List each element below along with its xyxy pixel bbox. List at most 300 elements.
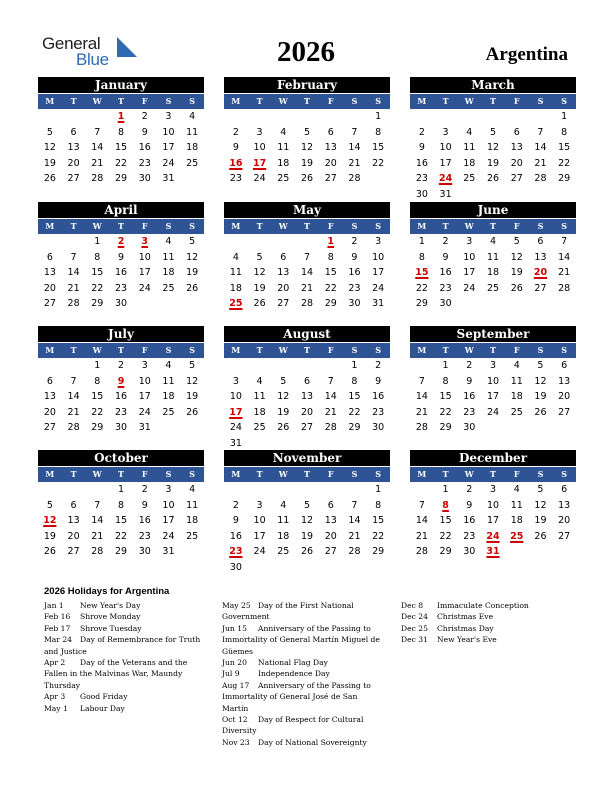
day-cell: 4 [489, 236, 497, 247]
weekday-header [410, 219, 576, 234]
week-row [224, 436, 390, 452]
day-cell: 12 [300, 142, 314, 153]
empty-day-cell [481, 420, 505, 436]
week-row [224, 358, 390, 374]
day-cell: 7 [418, 499, 425, 511]
holiday-date: Jul 9 [222, 669, 240, 679]
day-cell: 22 [372, 157, 385, 169]
day-cell: 1 [117, 484, 125, 495]
month-title: September [410, 326, 576, 342]
day-cell: 1 [561, 111, 568, 122]
weekday-label: T [304, 96, 310, 106]
day-cell: 29 [372, 546, 385, 557]
weekday-label: W [278, 469, 288, 479]
empty-day-cell [366, 436, 390, 452]
day-cell: 22 [558, 157, 571, 169]
empty-day-cell [319, 109, 343, 125]
day-cell: 7 [94, 126, 101, 138]
weekday-label: W [92, 221, 102, 231]
day-cell: 15 [439, 515, 452, 526]
day-cell: 8 [375, 499, 382, 511]
day-cell: 18 [253, 406, 266, 418]
weekday-label: S [375, 221, 382, 231]
weekday-label: T [70, 221, 77, 231]
day-cell: 23 [372, 406, 385, 418]
holiday-date: Jun 20 [222, 658, 247, 668]
day-cell: 21 [415, 530, 428, 542]
day-cell: 19 [43, 157, 56, 169]
holiday-name: Anniversary of the Passing to Immortality of General José de San Martín [222, 680, 371, 713]
empty-day-cell [85, 109, 109, 125]
weekday-label: S [537, 96, 544, 106]
week-row [224, 125, 390, 141]
day-cell: 8 [442, 375, 449, 387]
day-cell: 6 [46, 375, 53, 387]
day-cell: 23 [114, 406, 128, 418]
country-name: Argentina [485, 44, 568, 65]
empty-day-cell [248, 560, 272, 576]
day-cell: 13 [324, 515, 337, 526]
weekday-label: T [70, 96, 77, 106]
weekday-label: S [537, 345, 544, 355]
day-cell: 5 [537, 484, 544, 495]
holiday-date: Aug 17 [222, 680, 250, 690]
day-cell: 20 [67, 530, 80, 542]
week-row [38, 250, 204, 266]
empty-day-cell [295, 482, 319, 498]
holidays-heading: 2026 Holidays for Argentina [44, 586, 170, 597]
weekday-label: F [327, 469, 334, 479]
holiday-name: Independence Day [258, 669, 330, 679]
day-cell: 28 [91, 546, 104, 557]
day-cell: 29 [114, 546, 128, 557]
day-cell: 27 [558, 530, 571, 542]
weekday-label: S [351, 96, 358, 106]
day-cell: 31 [162, 173, 175, 184]
day-cell: 12 [43, 142, 56, 153]
day-cell: 7 [70, 375, 77, 387]
weekday-label: S [189, 96, 196, 106]
holiday-name: Day of Respect for Cultural Diversity [222, 715, 364, 736]
day-cell: 1 [418, 236, 425, 247]
day-cell: 22 [91, 406, 104, 418]
day-cell: 29 [324, 298, 337, 309]
weekday-label: M [231, 469, 241, 479]
day-cell: 2 [351, 236, 358, 247]
holiday-day-cell: 9 [117, 375, 125, 387]
empty-day-cell [271, 560, 295, 576]
weekday-label: W [278, 96, 288, 106]
day-cell: 21 [534, 157, 547, 169]
day-cell: 16 [229, 530, 242, 542]
day-cell: 18 [229, 282, 242, 294]
empty-day-cell [529, 109, 553, 125]
month-title: March [410, 77, 576, 93]
day-cell: 2 [141, 484, 148, 495]
day-cell: 30 [463, 422, 476, 433]
day-cell: 10 [253, 515, 266, 526]
holiday-list-item [222, 600, 382, 623]
weekday-label: M [417, 469, 427, 479]
day-cell: 20 [324, 157, 337, 169]
holiday-list-item [44, 611, 204, 622]
day-cell: 13 [510, 142, 523, 153]
empty-day-cell [62, 358, 86, 374]
day-cell: 13 [277, 267, 290, 278]
month-title: April [38, 202, 204, 218]
holiday-name: Christmas Eve [437, 612, 494, 622]
holiday-list-item [44, 634, 204, 657]
holiday-list-item [44, 600, 204, 611]
weekday-label: F [513, 345, 520, 355]
weekday-label: S [561, 345, 568, 355]
holiday-day-cell: 1 [117, 111, 125, 122]
empty-day-cell [248, 234, 272, 250]
day-cell: 18 [162, 391, 175, 402]
weekday-header [224, 343, 390, 358]
day-cell: 20 [558, 391, 571, 402]
weekday-label: T [304, 469, 310, 479]
weekday-label: M [45, 469, 55, 479]
week-row [38, 529, 204, 545]
day-cell: 27 [510, 173, 523, 184]
week-row [224, 281, 390, 297]
week-row [410, 156, 576, 172]
holiday-day-cell: 25 [229, 298, 243, 309]
weekday-header [38, 467, 204, 482]
holiday-name: Good Friday [80, 692, 128, 702]
day-cell: 30 [138, 173, 151, 184]
day-cell: 22 [324, 282, 337, 294]
day-cell: 10 [253, 142, 266, 153]
day-cell: 8 [94, 375, 101, 387]
day-cell: 18 [277, 157, 290, 169]
day-cell: 11 [486, 251, 500, 263]
week-row [410, 125, 576, 141]
day-cell: 24 [162, 157, 175, 169]
weekday-label: T [118, 96, 124, 106]
weekday-label: M [417, 221, 427, 231]
week-row [224, 374, 390, 390]
day-cell: 11 [510, 375, 523, 387]
month-december [410, 450, 576, 560]
day-cell: 22 [348, 406, 361, 418]
empty-day-cell [319, 358, 343, 374]
empty-day-cell [366, 560, 390, 576]
day-cell: 28 [415, 546, 428, 557]
day-cell: 7 [70, 251, 77, 263]
day-cell: 25 [186, 157, 199, 169]
day-cell: 24 [372, 282, 385, 294]
weekday-label: S [351, 345, 358, 355]
day-cell: 9 [466, 499, 473, 511]
week-row [38, 234, 204, 250]
day-cell: 17 [138, 267, 151, 278]
day-cell: 31 [162, 546, 175, 557]
holiday-name: New Year's Eve [437, 635, 497, 645]
holiday-date: Dec 24 [401, 612, 428, 622]
weekday-label: T [304, 221, 310, 231]
day-cell: 1 [351, 360, 358, 371]
day-cell: 23 [138, 157, 151, 169]
week-row [224, 296, 390, 312]
day-cell: 7 [537, 126, 544, 138]
holiday-date: Dec 31 [401, 635, 428, 645]
day-cell: 13 [300, 391, 314, 402]
day-cell: 27 [277, 298, 290, 309]
day-cell: 5 [280, 375, 287, 387]
empty-day-cell [552, 187, 576, 203]
day-cell: 23 [229, 173, 242, 184]
weekday-label: W [92, 345, 102, 355]
weekday-label: T [256, 345, 263, 355]
holiday-date: Apr 2 [44, 658, 66, 668]
day-cell: 10 [463, 251, 476, 263]
day-cell: 5 [303, 126, 311, 138]
day-cell: 22 [372, 530, 385, 542]
empty-day-cell [248, 109, 272, 125]
holiday-date: Oct 12 [222, 715, 248, 725]
weekday-label: T [118, 345, 124, 355]
weekday-label: S [165, 96, 172, 106]
day-cell: 26 [186, 406, 199, 418]
holiday-date: Jun 15 [222, 623, 247, 633]
day-cell: 9 [117, 251, 125, 263]
day-cell: 20 [43, 282, 56, 294]
empty-day-cell [62, 234, 86, 250]
week-row [410, 140, 576, 156]
day-cell: 28 [348, 546, 361, 557]
day-cell: 24 [138, 282, 151, 294]
day-cell: 12 [253, 267, 266, 278]
day-cell: 24 [253, 173, 266, 184]
day-cell: 3 [165, 484, 172, 495]
weekday-label: F [141, 96, 148, 106]
day-cell: 21 [348, 157, 361, 169]
month-title: May [224, 202, 390, 218]
week-row [38, 513, 204, 529]
day-cell: 30 [114, 298, 128, 309]
day-cell: 5 [46, 499, 53, 511]
weekday-header [224, 467, 390, 482]
day-cell: 28 [415, 422, 428, 433]
weekday-label: M [417, 96, 427, 106]
day-cell: 6 [70, 126, 77, 138]
weekday-label: M [45, 221, 55, 231]
day-cell: 8 [94, 251, 101, 263]
day-cell: 20 [558, 515, 571, 526]
day-cell: 21 [300, 282, 314, 294]
day-cell: 2 [466, 484, 473, 495]
week-row [410, 529, 576, 545]
week-row [224, 140, 390, 156]
day-cell: 4 [165, 360, 172, 371]
empty-day-cell [224, 234, 248, 250]
day-cell: 13 [67, 142, 80, 153]
empty-day-cell [38, 234, 62, 250]
day-cell: 6 [280, 251, 287, 263]
day-cell: 16 [415, 157, 428, 169]
day-cell: 31 [229, 437, 242, 449]
logo-general-text: General [42, 34, 101, 53]
empty-day-cell [271, 234, 295, 250]
day-cell: 28 [534, 173, 547, 184]
week-row [410, 234, 576, 250]
day-cell: 13 [324, 142, 337, 153]
empty-day-cell [505, 296, 529, 312]
day-cell: 11 [186, 126, 199, 138]
week-row [38, 296, 204, 312]
day-cell: 12 [186, 251, 199, 263]
day-cell: 29 [91, 298, 104, 309]
day-cell: 13 [558, 499, 571, 511]
day-cell: 23 [114, 282, 128, 294]
week-row [410, 544, 576, 560]
weekday-label: F [513, 469, 520, 479]
day-cell: 5 [513, 236, 520, 247]
holiday-day-cell: 17 [252, 157, 267, 169]
day-cell: 28 [67, 422, 80, 433]
day-cell: 13 [43, 391, 56, 402]
day-cell: 16 [372, 391, 385, 402]
empty-day-cell [157, 296, 181, 312]
day-cell: 26 [43, 173, 56, 184]
day-cell: 31 [439, 188, 452, 200]
holiday-name: Anniversary of the Passing to Immortality of General Martín Miguel de Güemes [222, 623, 380, 656]
week-row [38, 125, 204, 141]
day-cell: 26 [186, 282, 199, 294]
holiday-date: May 1 [44, 703, 68, 713]
empty-day-cell [180, 544, 204, 560]
day-cell: 27 [43, 298, 56, 309]
week-row [410, 389, 576, 405]
holiday-list-item [222, 623, 382, 657]
holiday-date: Dec 25 [401, 623, 428, 633]
weekday-label: F [327, 96, 334, 106]
day-cell: 5 [46, 126, 53, 138]
day-cell: 25 [463, 173, 476, 184]
empty-day-cell [552, 296, 576, 312]
day-cell: 11 [277, 515, 290, 526]
week-row [224, 109, 390, 125]
day-cell: 18 [486, 267, 500, 278]
empty-day-cell [224, 358, 248, 374]
holiday-day-cell: 12 [43, 515, 57, 526]
day-cell: 2 [418, 126, 425, 138]
day-cell: 10 [162, 126, 175, 138]
month-february [224, 77, 390, 187]
empty-day-cell [505, 420, 529, 436]
day-cell: 5 [189, 360, 196, 371]
day-cell: 17 [486, 515, 500, 526]
day-cell: 2 [466, 360, 473, 371]
day-cell: 15 [439, 391, 452, 402]
day-cell: 6 [303, 375, 311, 387]
day-cell: 14 [415, 515, 428, 526]
day-cell: 20 [510, 157, 523, 169]
day-cell: 4 [232, 251, 239, 263]
day-cell: 30 [114, 422, 128, 433]
day-cell: 10 [486, 499, 500, 511]
weekday-label: T [70, 469, 77, 479]
weekday-label: S [537, 469, 544, 479]
day-cell: 25 [253, 422, 266, 433]
day-cell: 7 [351, 499, 358, 511]
day-cell: 7 [351, 126, 358, 138]
holiday-date: Apr 3 [44, 692, 66, 702]
holiday-list-item [44, 623, 204, 634]
empty-day-cell [271, 482, 295, 498]
month-june [410, 202, 576, 312]
day-cell: 27 [67, 173, 80, 184]
empty-day-cell [295, 358, 319, 374]
holiday-name: Day of the First National Government [222, 601, 354, 622]
empty-day-cell [529, 420, 553, 436]
empty-day-cell [295, 109, 319, 125]
holiday-date: Dec 8 [401, 601, 424, 610]
week-row [38, 482, 204, 498]
day-cell: 17 [162, 515, 175, 526]
week-row [224, 482, 390, 498]
day-cell: 15 [91, 391, 104, 402]
holiday-list-item [222, 668, 382, 679]
day-cell: 27 [324, 173, 337, 184]
day-cell: 22 [439, 530, 452, 542]
week-row [38, 140, 204, 156]
day-cell: 5 [256, 251, 263, 263]
weekday-label: F [327, 221, 334, 231]
month-title: July [38, 326, 204, 342]
day-cell: 19 [277, 406, 290, 418]
weekday-label: T [118, 469, 124, 479]
holiday-list-item [222, 657, 382, 668]
weekday-label: S [189, 469, 196, 479]
day-cell: 26 [510, 282, 523, 294]
day-cell: 17 [138, 391, 151, 402]
week-row [224, 405, 390, 421]
day-cell: 19 [510, 267, 523, 278]
day-cell: 14 [67, 267, 80, 278]
day-cell: 29 [91, 422, 104, 433]
day-cell: 16 [348, 267, 361, 278]
day-cell: 23 [463, 530, 476, 542]
week-row [410, 405, 576, 421]
day-cell: 16 [138, 515, 151, 526]
day-cell: 24 [162, 530, 175, 542]
holiday-date: Feb 16 [44, 612, 71, 622]
holiday-list-item [44, 657, 204, 691]
weekday-label: S [375, 345, 382, 355]
day-cell: 30 [138, 546, 151, 557]
day-cell: 28 [67, 298, 80, 309]
day-cell: 9 [232, 142, 239, 153]
day-cell: 7 [94, 499, 101, 511]
empty-day-cell [457, 296, 481, 312]
empty-day-cell [410, 109, 434, 125]
weekday-label: S [561, 221, 568, 231]
month-july [38, 326, 204, 436]
day-cell: 16 [439, 267, 452, 278]
holiday-name: Shrove Tuesday [80, 623, 142, 633]
weekday-header [410, 467, 576, 482]
page-header [0, 0, 612, 72]
month-title: February [224, 77, 390, 93]
day-cell: 16 [463, 515, 476, 526]
month-november [224, 450, 390, 575]
day-cell: 11 [229, 267, 242, 278]
day-cell: 15 [558, 142, 571, 153]
day-cell: 21 [558, 267, 571, 278]
